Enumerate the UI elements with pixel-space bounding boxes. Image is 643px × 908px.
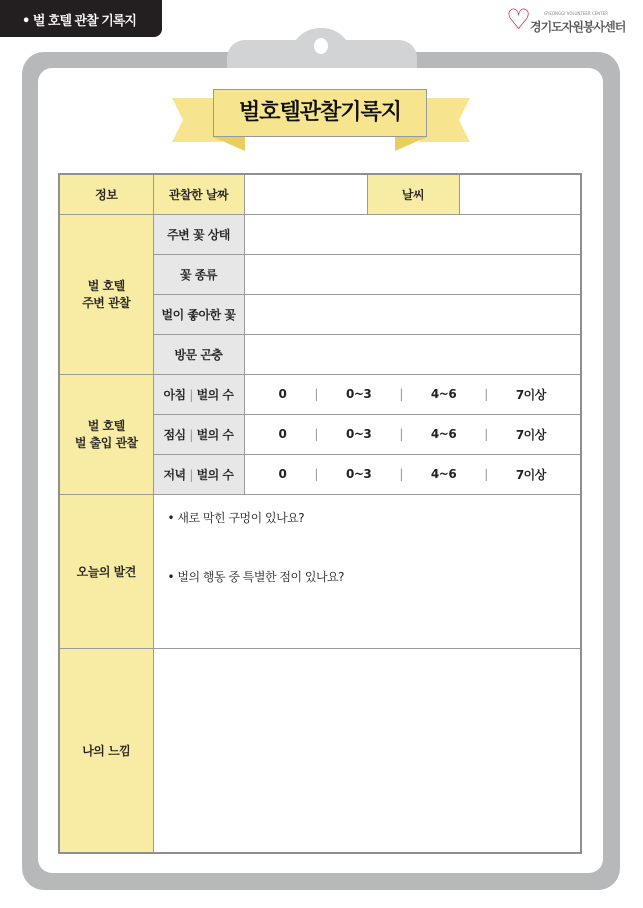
row-label: 주변 꽃 상태 xyxy=(153,214,244,254)
discovery-label: 오늘의 발견 xyxy=(59,494,153,648)
discovery-field[interactable]: • 새로 막힌 구멍이 있나요? • 벌의 행동 중 특별한 점이 있나요? xyxy=(153,494,581,648)
row-label: 꽃 종류 xyxy=(153,254,244,294)
weather-field[interactable] xyxy=(459,174,581,214)
visiting-insects-field[interactable] xyxy=(244,334,581,374)
feeling-field[interactable] xyxy=(153,648,581,853)
count-options-noon[interactable]: 0 | 0~3 | 4~6 | 7이상 xyxy=(244,414,581,454)
date-field[interactable] xyxy=(244,174,367,214)
section-tab: • 벌 호텔 관찰 기록지 xyxy=(0,0,162,37)
surround-label: 벌 호텔 주변 관찰 xyxy=(59,214,153,374)
info-label: 정보 xyxy=(59,174,153,214)
row-label: 벌이 좋아한 꽃 xyxy=(153,294,244,334)
row-label: 아침 | 벌의 수 xyxy=(153,374,244,414)
page-title: 벌호텔관찰기록지 xyxy=(213,89,427,137)
flower-state-field[interactable] xyxy=(244,214,581,254)
observation-table xyxy=(58,173,582,854)
row-label: 방문 곤충 xyxy=(153,334,244,374)
logo xyxy=(506,3,636,36)
row-label: 저녁 | 벌의 수 xyxy=(153,454,244,494)
logo-en: GYEONGGI VOLUNTEER CENTER xyxy=(544,11,609,16)
flower-type-field[interactable] xyxy=(244,254,581,294)
favorite-flower-field[interactable] xyxy=(244,294,581,334)
clip-hole xyxy=(314,38,328,54)
date-label: 관찰한 날짜 xyxy=(153,174,244,214)
heart-logo-icon: ♡ xyxy=(506,3,532,36)
weather-label: 날씨 xyxy=(367,174,459,214)
entry-label: 벌 호텔 벌 출입 관찰 xyxy=(59,374,153,494)
count-options-evening[interactable]: 0 | 0~3 | 4~6 | 7이상 xyxy=(244,454,581,494)
logo-ko: 경기도자원봉사센터 xyxy=(530,20,626,34)
count-options-morning[interactable]: 0 | 0~3 | 4~6 | 7이상 xyxy=(244,374,581,414)
row-label: 점심 | 벌의 수 xyxy=(153,414,244,454)
feeling-label: 나의 느낌 xyxy=(59,648,153,853)
